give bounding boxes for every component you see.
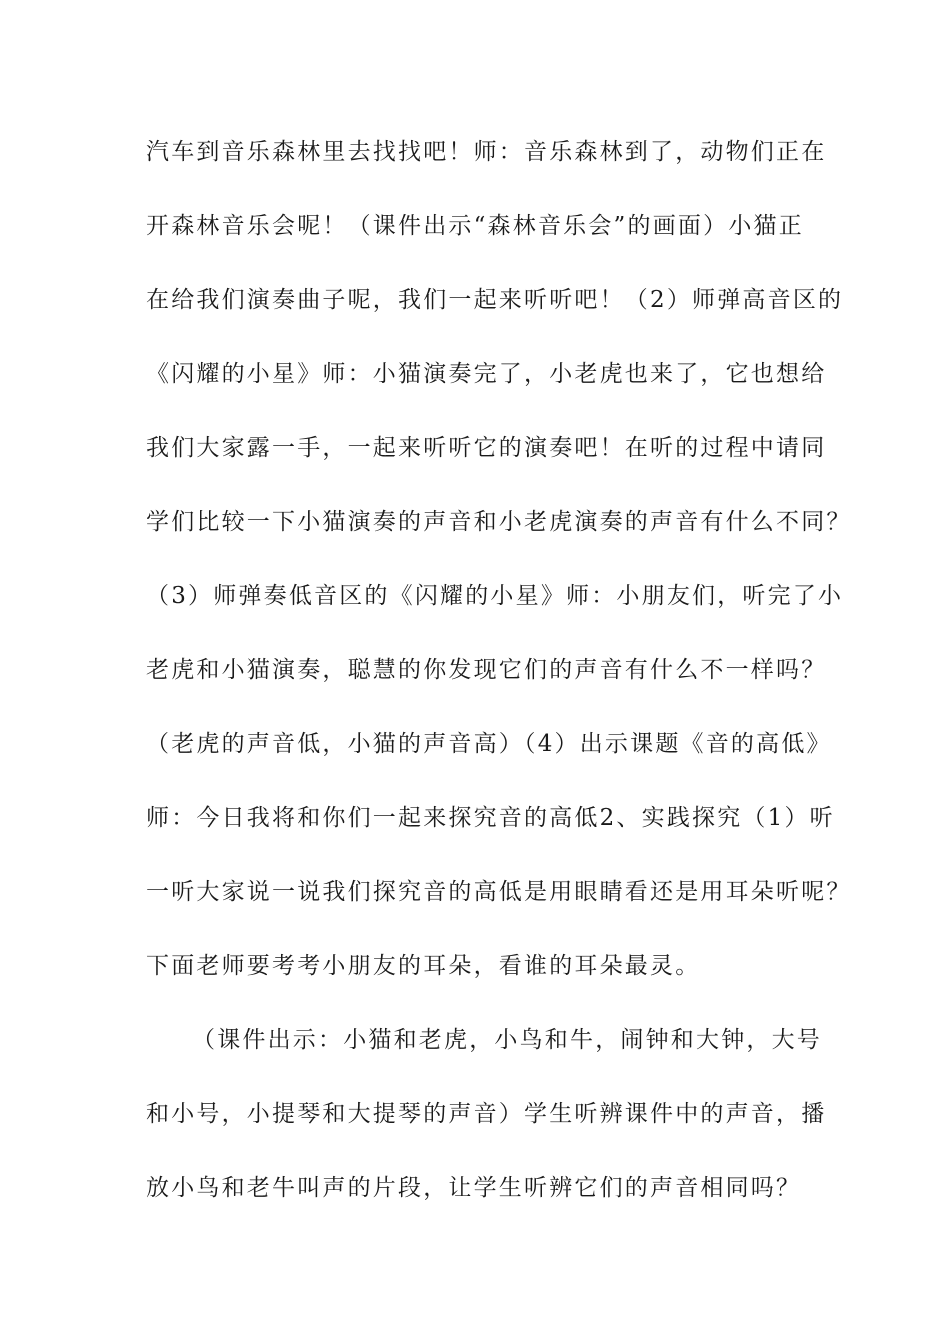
text-line: 和小号，小提琴和大提琴的声音）学生听辨课件中的声音，播 [146,1101,827,1127]
text-line: 《闪耀的小星》师：小猫演奏完了，小老虎也来了，它也想给 [146,361,827,387]
text-line: 下面老师要考考小朋友的耳朵，看谁的耳朵最灵。 [146,953,701,979]
text-line: 学们比较一下小猫演奏的声音和小老虎演奏的声音有什么不同？ [146,509,852,535]
text-line: 在给我们演奏曲子呢，我们一起来听听吧！（2）师弹高音区的 [146,287,844,313]
text-line: （老虎的声音低，小猫的声音高）（4）出示课题《音的高低》 [146,731,832,757]
paragraph-start-line: （课件出示：小猫和老虎，小鸟和牛，闹钟和大钟，大号 [192,1027,822,1053]
body-text [146,128,852,1238]
text-line: 老虎和小猫演奏，聪慧的你发现它们的声音有什么不一样吗？ [146,657,827,683]
text-line: 放小鸟和老牛叫声的片段，让学生听辨它们的声音相同吗？ [146,1175,802,1201]
text-line: 师：今日我将和你们一起来探究音的高低2、实践探究（1）听 [146,805,835,831]
text-line: 我们大家露一手，一起来听听它的演奏吧！在听的过程中请同 [146,435,827,461]
text-line: 汽车到音乐森林里去找找吧！师：音乐森林到了，动物们正在 [146,139,827,165]
text-line: （3）师弹奏低音区的《闪耀的小星》师：小朋友们，听完了小 [146,583,844,609]
text-line: 一听大家说一说我们探究音的高低是用眼睛看还是用耳朵听呢？ [146,879,852,905]
text-line: 开森林音乐会呢！（课件出示“森林音乐会”的画面）小猫正 [146,213,804,239]
